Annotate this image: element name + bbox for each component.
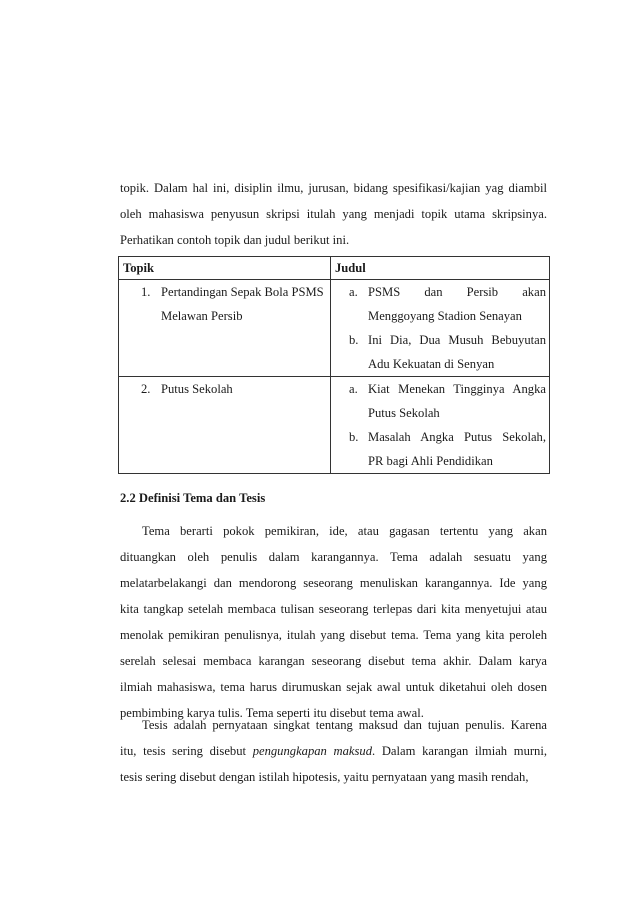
text-line: menolak pemikiran penulisnya, itulah yang disebut tema. Tema yang kita peroleh <box>120 628 547 642</box>
text-line: tesis sering disebut dengan istilah hipotesis, yaitu pernyataan yang masih rendah, <box>120 770 529 784</box>
tesis-paragraph <box>120 712 547 790</box>
text-line: ilmiah mahasiswa, tema harus dirumuskan sejak awal untuk diketahui oleh dosen <box>120 680 547 694</box>
topic-title-table <box>118 256 550 474</box>
list-letter: b. <box>349 430 359 444</box>
text-line: pembimbing karya tulis. Tema seperti itu disebut tema awal. <box>120 706 424 720</box>
section-heading: 2.2 Definisi Tema dan Tesis <box>120 491 266 505</box>
title-cell <box>331 280 550 377</box>
title-item <box>331 425 549 473</box>
text-line: Tema berarti pokok pemikiran, ide, atau gagasan tertentu yang akan <box>142 524 547 538</box>
topic-cell <box>119 377 331 474</box>
title-line: Putus Sekolah <box>368 406 440 420</box>
list-letter: a. <box>349 382 358 396</box>
list-number: 1. <box>141 285 151 299</box>
list-number: 2. <box>141 382 151 396</box>
topic-cell <box>119 280 331 377</box>
title-line: Menggoyang Stadion Senayan <box>368 309 522 323</box>
topic-item <box>119 280 330 328</box>
topic-line: Pertandingan Sepak Bola PSMS <box>161 285 324 299</box>
title-item <box>331 328 549 376</box>
text-line: dituangkan oleh penulis dalam karangannya. Tema adalah sesuatu yang <box>120 550 547 564</box>
text-line: Tesis adalah pernyataan singkat tentang maksud dan tujuan penulis. Karena <box>142 718 547 732</box>
title-line: PSMS dan Persib akan <box>368 285 546 299</box>
title-item <box>331 377 549 425</box>
column-header-judul: Judul <box>331 257 550 280</box>
intro-paragraph <box>120 175 547 253</box>
title-cell <box>331 377 550 474</box>
topic-item <box>119 377 330 401</box>
title-item <box>331 280 549 328</box>
text-segment: itu, tesis sering disebut <box>120 744 253 758</box>
list-letter: b. <box>349 333 359 347</box>
table-header-row <box>119 257 550 280</box>
text-line: topik. Dalam hal ini, disiplin ilmu, jurusan, bidang spesifikasi/kajian yag diambil <box>120 181 547 195</box>
text-line: melatarbelakangi dan mendorong seseorang menuliskan karangannya. Ide yang <box>120 576 547 590</box>
list-letter: a. <box>349 285 358 299</box>
tema-paragraph <box>120 518 547 726</box>
text-segment: . Dalam karangan ilmiah murni, <box>372 744 547 758</box>
column-header-topik: Topik <box>119 257 331 280</box>
text-line: Perhatikan contoh topik dan judul berikut ini. <box>120 233 350 247</box>
table-row <box>119 280 550 377</box>
text-line: kita tangkap setelah membaca tulisan seseorang terlepas dari kita menyetujui atau <box>120 602 547 616</box>
text-line: oleh mahasiswa penyusun skripsi itulah yang menjadi topik utama skripsinya. <box>120 207 547 221</box>
text-line <box>120 738 547 764</box>
emphasized-term: pengungkapan maksud <box>252 744 373 758</box>
title-line: PR bagi Ahli Pendidikan <box>368 454 493 468</box>
title-line: Adu Kekuatan di Senyan <box>368 357 495 371</box>
title-line: Ini Dia, Dua Musuh Bebuyutan <box>368 333 546 347</box>
topic-line: Melawan Persib <box>161 309 243 323</box>
title-line: Masalah Angka Putus Sekolah, <box>368 430 546 444</box>
table-row <box>119 377 550 474</box>
text-line: serelah selesai membaca karangan seseorang disebut tema akhir. Dalam karya <box>120 654 547 668</box>
title-line: Kiat Menekan Tingginya Angka <box>368 382 546 396</box>
topic-line: Putus Sekolah <box>161 382 233 396</box>
